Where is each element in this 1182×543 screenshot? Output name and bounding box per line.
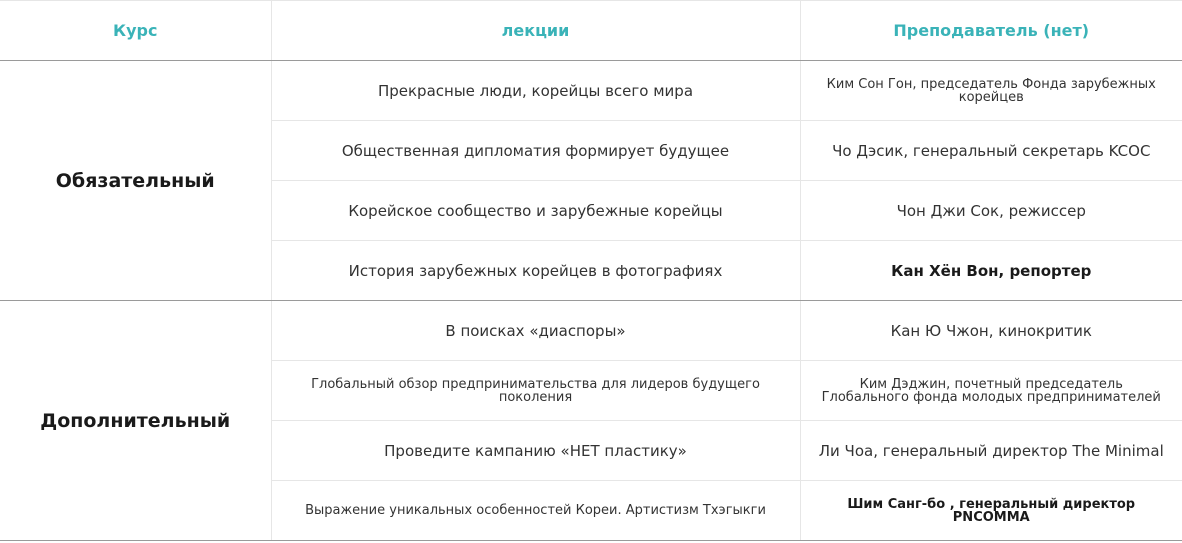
lecture-title: Глобальный обзор предпринимательства для лидеров будущего поколения [271, 361, 800, 421]
lecture-title: Общественная дипломатия формирует будущее [271, 121, 800, 181]
lecturer-name: Чо Дэсик, генеральный секретарь KCOC [800, 121, 1182, 181]
course-required: Обязательный [0, 61, 271, 301]
course-optional: Дополнительный [0, 301, 271, 541]
table-row [0, 61, 1182, 121]
header-lectures: лекции [271, 1, 800, 61]
lecture-title: Проведите кампанию «НЕТ пластику» [271, 421, 800, 481]
lecture-title: Корейское сообщество и зарубежные корейцы [271, 181, 800, 241]
lecturer-name: Шим Санг-бо , генеральный директор PNCOMMA [800, 481, 1182, 541]
lecture-title: Выражение уникальных особенностей Кореи. Артистизм Тхэгыкги [271, 481, 800, 541]
header-row [0, 1, 1182, 61]
lecturer-name: Ким Дэджин, почетный председатель Глобального фонда молодых предпринимателей [800, 361, 1182, 421]
lecturer-name: Ким Сон Гон, председатель Фонда зарубежных корейцев [800, 61, 1182, 121]
lecturer-name: Кан Ю Чжон, кинокритик [800, 301, 1182, 361]
header-course: Курс [0, 1, 271, 61]
lecture-title: В поисках «диаспоры» [271, 301, 800, 361]
lecturer-name: Чон Джи Сок, режиссер [800, 181, 1182, 241]
lecturer-name: Ли Чоа, генеральный директор The Minimal [800, 421, 1182, 481]
lecturer-name: Кан Хён Вон, репортер [800, 241, 1182, 301]
table-row [0, 301, 1182, 361]
header-lecturer: Преподаватель (нет) [800, 1, 1182, 61]
lecture-title: История зарубежных корейцев в фотографиях [271, 241, 800, 301]
lecture-title: Прекрасные люди, корейцы всего мира [271, 61, 800, 121]
